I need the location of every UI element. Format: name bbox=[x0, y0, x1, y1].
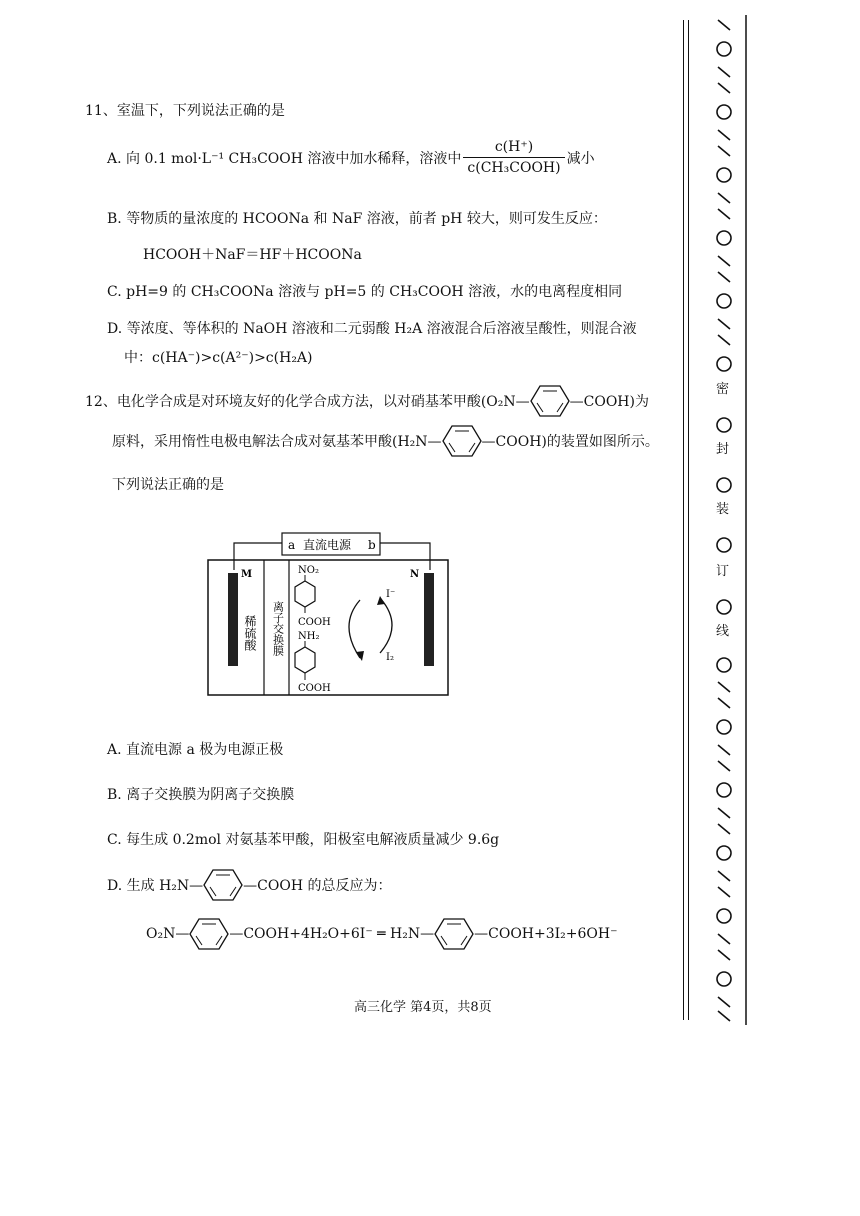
seal-char-feng: 封 bbox=[716, 442, 730, 457]
arrow-down-icon bbox=[349, 600, 360, 658]
electrode-m bbox=[228, 573, 238, 666]
q11-fraction bbox=[463, 137, 564, 178]
q11-option-c: C. pH=9 的 CH₃COONa 溶液与 pH=5 的 CH₃COOH 溶液，水的电离程度相同 bbox=[107, 284, 623, 300]
seal-char-ding: 订 bbox=[716, 564, 730, 579]
q12-option-d-suffix: —COOH 的总反应为： bbox=[243, 878, 392, 894]
electrode-m-label: M bbox=[241, 569, 253, 580]
equation-part-1: O₂N— bbox=[146, 926, 190, 942]
benzene-ring-icon bbox=[189, 917, 229, 951]
q12-stem-line1-text: 12、电化学合成是对环境友好的化学合成方法，以对硝基苯甲酸(O₂N— bbox=[85, 394, 530, 410]
q12-option-c: C. 每生成 0.2mol 对氨基苯甲酸，阳极室电解液质量减少 9.6g bbox=[107, 832, 500, 848]
electrode-n-label: N bbox=[410, 569, 420, 580]
q12-option-d-text: D. 生成 H₂N— bbox=[107, 878, 204, 894]
q12-stem-line2 bbox=[112, 424, 659, 458]
equation-part-3: —COOH+3I₂+6OH⁻ bbox=[474, 926, 618, 942]
benzene-ring-icon bbox=[442, 424, 482, 458]
ion-exchange-membrane-label: 离子交换膜 bbox=[271, 601, 285, 656]
benzene-ring-icon bbox=[203, 868, 243, 902]
q11-option-a-text: A. 向 0.1 mol·L⁻¹ CH₃COOH 溶液中加水稀释，溶液中 bbox=[107, 150, 462, 167]
electrolysis-diagram bbox=[200, 525, 460, 700]
q11-option-d-line2: 中：c(HA⁻)>c(A²⁻)>c(H₂A) bbox=[124, 350, 313, 366]
iodide-label: I⁻ bbox=[386, 589, 396, 600]
q12-option-d bbox=[107, 868, 391, 902]
source-terminal-a: a bbox=[288, 538, 296, 552]
benzene-ring-icon bbox=[434, 917, 474, 951]
page-footer: 高三化学 第4页，共8页 bbox=[354, 1000, 492, 1015]
electrode-n bbox=[424, 573, 434, 666]
seal-char-mi: 密 bbox=[716, 382, 730, 397]
q12-stem-line1 bbox=[85, 384, 649, 418]
q11-option-a-suffix: 减小 bbox=[566, 150, 595, 167]
q12-option-a: A. 直流电源 a 极为电源正极 bbox=[107, 742, 284, 758]
q11-option-d-line1: D. 等浓度、等体积的 NaOH 溶液和二元弱酸 H₂A 溶液混合后溶液呈酸性，则混合液 bbox=[107, 321, 637, 337]
q12-option-b: B. 离子交换膜为阴离子交换膜 bbox=[107, 787, 295, 803]
q12-stem-line1-suffix: —COOH)为 bbox=[569, 394, 649, 410]
carboxyl-group-label-1: COOH bbox=[298, 617, 331, 628]
q12-stem-line3: 下列说法正确的是 bbox=[112, 477, 224, 493]
q11-fraction-numerator: c(H⁺) bbox=[463, 137, 564, 158]
source-terminal-b: b bbox=[368, 538, 376, 552]
equation-part-2: —COOH+4H₂O+6I⁻ ═ H₂N— bbox=[229, 926, 435, 942]
q12-overall-equation bbox=[146, 917, 618, 951]
nitro-group-label: NO₂ bbox=[298, 565, 319, 576]
q11-fraction-denominator: c(CH₃COOH) bbox=[467, 160, 561, 176]
q12-stem-line2-text: 原料，采用惰性电极电解法合成对氨基苯甲酸(H₂N— bbox=[112, 434, 442, 450]
carboxyl-group-label-2: COOH bbox=[298, 683, 331, 694]
binding-margin-rail bbox=[683, 20, 689, 1020]
benzene-ring-icon bbox=[295, 581, 315, 607]
amino-group-label: NH₂ bbox=[298, 631, 320, 642]
q11-option-a bbox=[107, 137, 595, 178]
q11-stem: 11、室温下，下列说法正确的是 bbox=[85, 103, 285, 119]
q11-option-b-equation: HCOOH＋NaF＝HF＋HCOONa bbox=[143, 247, 362, 263]
source-label: 直流电源 bbox=[303, 538, 352, 552]
seal-char-zhuang: 装 bbox=[716, 502, 730, 517]
benzene-ring-icon bbox=[295, 647, 315, 673]
seal-line-decoration bbox=[700, 15, 750, 1025]
benzene-ring-icon bbox=[530, 384, 570, 418]
q11-option-b-line1: B. 等物质的量浓度的 HCOONa 和 NaF 溶液，前者 pH 较大，则可发生反应： bbox=[107, 211, 607, 227]
q12-stem-line2-suffix: —COOH)的装置如图所示。 bbox=[481, 434, 659, 450]
arrow-up-icon bbox=[380, 598, 392, 653]
iodine-label: I₂ bbox=[386, 652, 394, 663]
seal-char-xian: 线 bbox=[716, 624, 730, 639]
dilute-sulfuric-acid-label: 稀硫酸 bbox=[243, 615, 257, 651]
